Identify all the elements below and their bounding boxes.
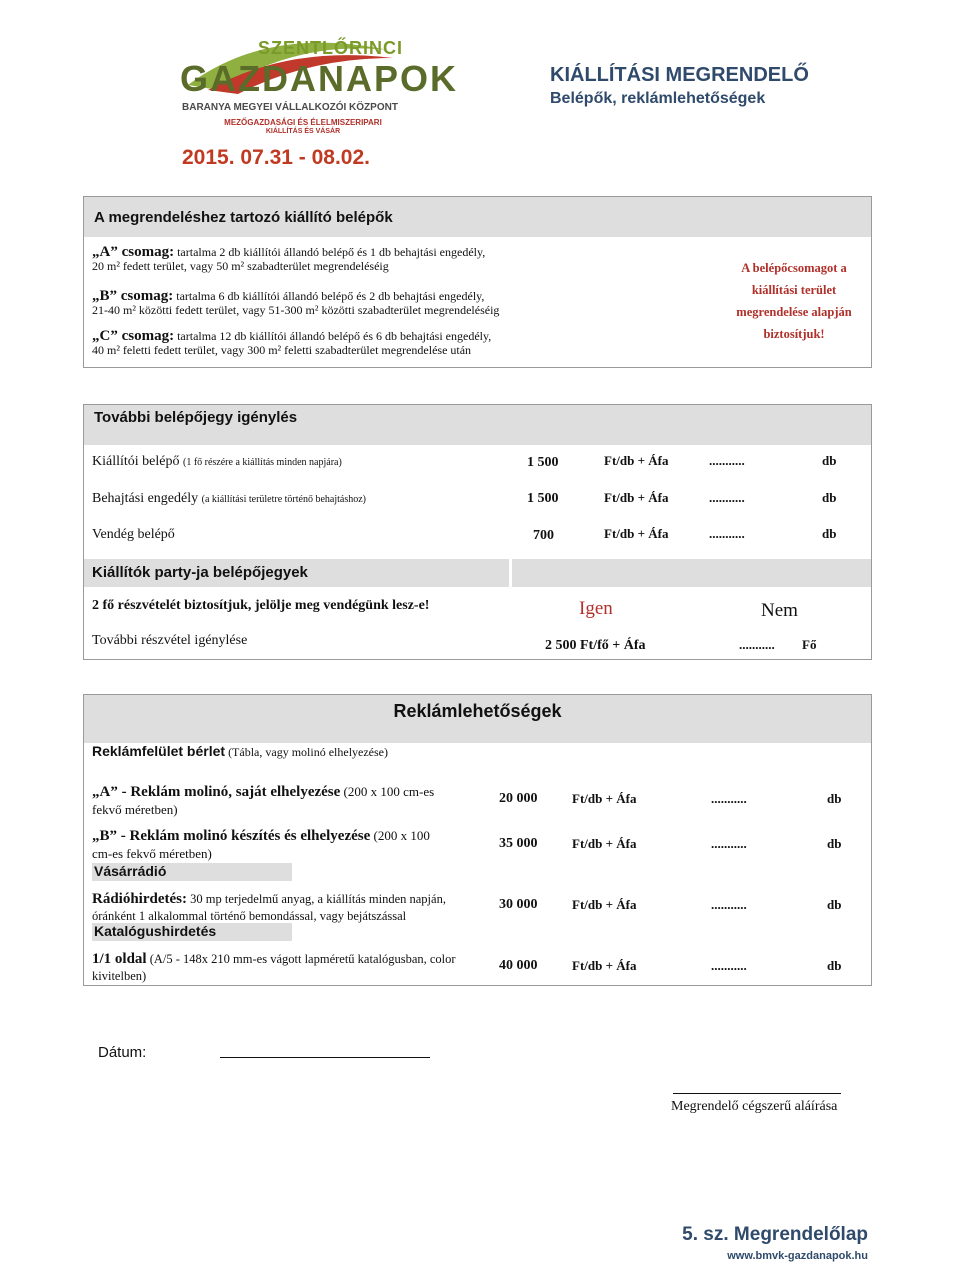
ad-db: db bbox=[827, 836, 842, 851]
ticket-row-exhibitor bbox=[92, 454, 342, 470]
ad-price: 35 000 bbox=[499, 836, 538, 851]
ticket-price: 1 500 bbox=[527, 491, 559, 506]
party-title: Kiállítók party-ja belépőjegyek bbox=[92, 564, 308, 581]
extra-price: 2 500 Ft/fő + Áfa bbox=[545, 638, 646, 653]
package-note-line: megrendelése alapján bbox=[736, 305, 852, 319]
ad-price: 30 000 bbox=[499, 897, 538, 912]
package-note-line: kiállítási terület bbox=[751, 283, 837, 297]
ad-item-line2: kivitelben) bbox=[92, 969, 147, 983]
package-section-title: A megrendeléshez tartozó kiállító belépők bbox=[94, 209, 393, 226]
ticket-label: Kiállítói belépő bbox=[92, 454, 180, 469]
package-c-line2: 40 m² feletti fedett terület, vagy 300 m² feletti szabadterület megrendelése után bbox=[92, 343, 472, 357]
ad-item-b bbox=[92, 827, 482, 862]
party-question: 2 fő részvételét biztosítjuk, jelölje meg vendégünk lesz-e! bbox=[92, 598, 430, 613]
signature-label: Megrendelő cégszerű aláírása bbox=[671, 1099, 838, 1114]
logo-main-text: GAZDANAPOK bbox=[180, 58, 458, 99]
ad-item-line2: fekvő méretben) bbox=[92, 802, 178, 817]
ad-item-rest: 30 mp terjedelmű anyag, a kiállítás minden napján, bbox=[187, 892, 446, 906]
package-b-line2: 21-40 m² közötti fedett terület, vagy 51-300 m² közötti szabadterület megrendeléséig bbox=[92, 303, 500, 317]
extra-quantity-field[interactable]: ........... bbox=[739, 637, 775, 652]
billboard-title: Reklámfelület bérlet bbox=[92, 743, 226, 759]
billboard-detail: (Tábla, vagy molinó elhelyezése) bbox=[228, 745, 388, 759]
ad-db: db bbox=[827, 897, 842, 912]
ticket-db: db bbox=[822, 526, 837, 541]
ad-price: 40 000 bbox=[499, 958, 538, 973]
radio-section-title: Vásárrádió bbox=[94, 863, 167, 879]
event-logo bbox=[178, 30, 458, 169]
package-section bbox=[83, 196, 872, 368]
ad-item-name: „B” - Reklám molinó készítés és elhelyezése bbox=[92, 828, 371, 844]
ad-quantity-field[interactable]: ........... bbox=[711, 791, 747, 806]
ticket-quantity-field[interactable]: ........... bbox=[709, 453, 745, 468]
ad-item-rest: (200 x 100 bbox=[370, 828, 430, 843]
ticket-quantity-field[interactable]: ........... bbox=[709, 490, 745, 505]
party-header-shade-right bbox=[512, 559, 871, 587]
logo-org: BARANYA MEGYEI VÁLLALKOZÓI KÖZPONT bbox=[182, 102, 398, 113]
tickets-section-title: További belépőjegy igénylés bbox=[94, 409, 298, 426]
logo-event-line2: KIÁLLÍTÁS ÉS VÁSÁR bbox=[265, 128, 341, 135]
ticket-quantity-field[interactable]: ........... bbox=[709, 526, 745, 541]
package-note-line: biztosítjuk! bbox=[763, 327, 825, 341]
package-a bbox=[92, 245, 722, 273]
package-c-name: „C” csomag: bbox=[92, 328, 175, 344]
ad-item-catalog bbox=[92, 951, 492, 985]
ad-unit: Ft/db + Áfa bbox=[572, 791, 637, 806]
form-number: 5. sz. Megrendelőlap bbox=[682, 1224, 868, 1245]
ticket-row-guest bbox=[92, 527, 175, 543]
option-yes[interactable]: Igen bbox=[579, 598, 613, 619]
package-c bbox=[92, 329, 722, 357]
date-field[interactable] bbox=[220, 1057, 430, 1058]
package-b bbox=[92, 289, 722, 317]
package-note bbox=[724, 257, 864, 345]
ticket-detail: (a kiállítási területre történő behajtáshoz) bbox=[201, 494, 367, 505]
ad-db: db bbox=[827, 791, 842, 806]
document-title: KIÁLLÍTÁSI MEGRENDELŐ bbox=[550, 64, 809, 86]
ad-item-name: Rádióhirdetés: bbox=[92, 891, 187, 907]
ad-item-line2: óránként 1 alkalommal történő bemondással, vagy bejátszással bbox=[92, 909, 407, 923]
extra-unit: Fő bbox=[802, 637, 817, 652]
advertising-section bbox=[83, 694, 872, 986]
package-b-line1: tartalma 6 db kiállítói állandó belépő és 2 db behajtási engedély, bbox=[176, 289, 485, 303]
ad-item-a bbox=[92, 783, 482, 818]
ad-item-name: 1/1 oldal bbox=[92, 951, 147, 967]
package-note-line: A belépőcsomagot a bbox=[741, 261, 847, 275]
ticket-unit: Ft/db + Áfa bbox=[604, 526, 669, 541]
website-link[interactable]: www.bmvk-gazdanapok.hu bbox=[727, 1250, 868, 1262]
ticket-label: Behajtási engedély bbox=[92, 491, 199, 506]
ad-unit: Ft/db + Áfa bbox=[572, 836, 637, 851]
ticket-label: Vendég belépő bbox=[92, 527, 175, 542]
ad-quantity-field[interactable]: ........... bbox=[711, 836, 747, 851]
ticket-db: db bbox=[822, 453, 837, 468]
ad-item-rest: (200 x 100 cm-es bbox=[340, 784, 435, 799]
ticket-unit: Ft/db + Áfa bbox=[604, 490, 669, 505]
ad-quantity-field[interactable]: ........... bbox=[711, 897, 747, 912]
date-label: Dátum: bbox=[98, 1044, 147, 1061]
package-a-line1: tartalma 2 db kiállítói állandó belépő és 1 db behajtási engedély, bbox=[177, 245, 486, 259]
ad-unit: Ft/db + Áfa bbox=[572, 958, 637, 973]
ad-price: 20 000 bbox=[499, 791, 538, 806]
ad-db: db bbox=[827, 958, 842, 973]
billboard-subtitle bbox=[92, 743, 388, 760]
ad-item-line2: cm-es fekvő méretben) bbox=[92, 846, 212, 861]
ticket-unit: Ft/db + Áfa bbox=[604, 453, 669, 468]
ticket-db: db bbox=[822, 490, 837, 505]
ticket-row-vehicle bbox=[92, 491, 366, 507]
extra-label: További részvétel igénylése bbox=[92, 633, 248, 648]
advertising-section-title: Reklámlehetőségek bbox=[393, 701, 562, 721]
ad-item-rest: (A/5 - 148x 210 mm-es vágott lapméretű katalógusban, color bbox=[146, 952, 456, 966]
package-c-line1: tartalma 12 db kiállítói állandó belépő és 6 db behajtási engedély, bbox=[177, 329, 492, 343]
ad-quantity-field[interactable]: ........... bbox=[711, 958, 747, 973]
ad-item-name: „A” - Reklám molinó, saját elhelyezése bbox=[92, 784, 341, 800]
logo-event-line1: MEZŐGAZDASÁGI ÉS ÉLELMISZERIPARI bbox=[224, 118, 382, 127]
document-subtitle: Belépők, reklámlehetőségek bbox=[550, 90, 766, 107]
ticket-detail: (1 fő részére a kiállítás minden napjára) bbox=[182, 457, 342, 468]
ad-unit: Ft/db + Áfa bbox=[572, 897, 637, 912]
catalog-section-title: Katalógushirdetés bbox=[94, 923, 217, 939]
package-a-line2: 20 m² fedett terület, vagy 50 m² szabadterület megrendeléséig bbox=[92, 259, 389, 273]
option-no[interactable]: Nem bbox=[761, 600, 798, 621]
ticket-price: 1 500 bbox=[527, 455, 559, 470]
ad-item-radio bbox=[92, 891, 492, 925]
tickets-section bbox=[83, 404, 872, 660]
package-a-name: „A” csomag: bbox=[92, 244, 175, 260]
signature-field[interactable] bbox=[673, 1093, 841, 1094]
ticket-price: 700 bbox=[533, 528, 554, 543]
logo-top-text: SZENTLŐRINCI bbox=[258, 38, 403, 58]
package-b-name: „B” csomag: bbox=[92, 288, 174, 304]
logo-date: 2015. 07.31 - 08.02. bbox=[182, 146, 370, 169]
